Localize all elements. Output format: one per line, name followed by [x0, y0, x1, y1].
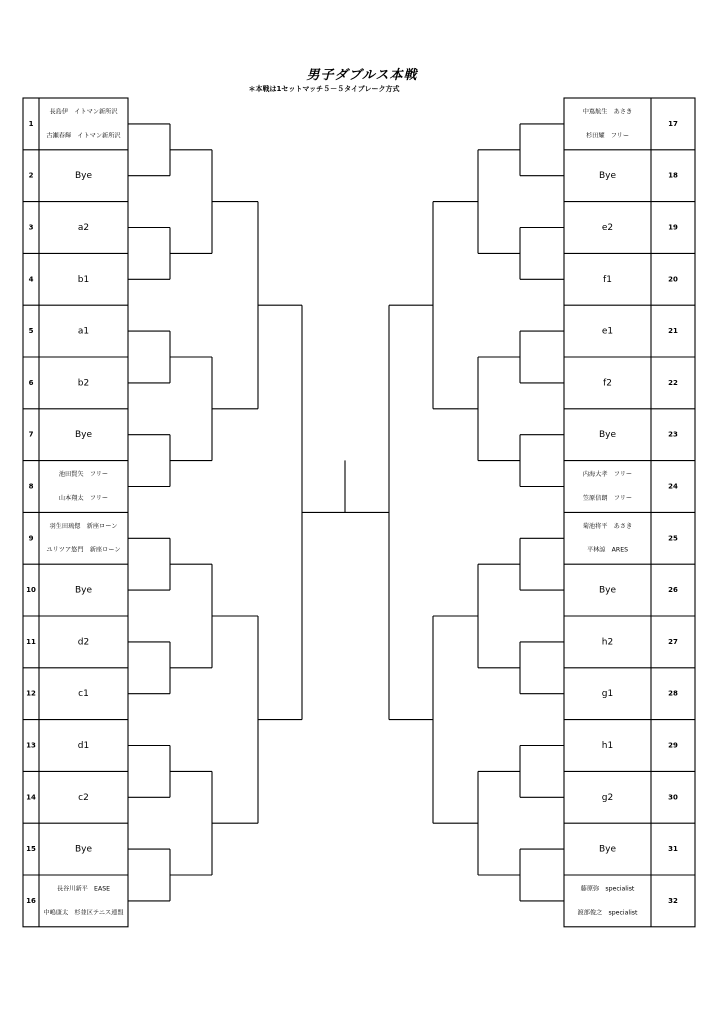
right-player-name: 平林諒 ARES	[586, 546, 629, 554]
right-entry-name: Bye	[598, 430, 617, 441]
right-entry-name: g1	[601, 689, 614, 700]
page-title: 男子ダブルス本戦	[306, 68, 418, 83]
right-seed-number: 22	[668, 378, 678, 387]
left-seed-number: 9	[28, 534, 34, 543]
left-entry-name: b2	[77, 378, 90, 389]
right-entry-name: h2	[601, 637, 614, 648]
left-seed-number: 3	[28, 223, 34, 232]
left-entry-name: d1	[77, 741, 90, 751]
left-player-name: 羽生田琉偲 新座ローン	[49, 522, 118, 530]
right-entry-name: e1	[601, 326, 614, 337]
left-entry-name: Bye	[74, 171, 93, 182]
left-player-name: 長谷川新平 EASE	[56, 885, 111, 893]
left-seed-number: 16	[26, 896, 36, 905]
left-entry-name: Bye	[74, 430, 93, 441]
left-seed-number: 10	[26, 586, 36, 595]
left-seed-number: 11	[26, 637, 36, 646]
left-seed-number: 2	[28, 171, 34, 180]
left-seed-number: 6	[28, 378, 34, 387]
left-entry-name: c1	[78, 689, 89, 700]
left-player-name: ユリツア悠門 新座ローン	[46, 546, 121, 554]
left-entry-name: a1	[77, 326, 90, 337]
right-entry-name: Bye	[598, 171, 617, 182]
right-seed-number: 31	[668, 845, 678, 854]
right-seed-number: 29	[668, 741, 678, 750]
left-player-name: 山本翔太 フリー	[58, 494, 109, 502]
right-entry-name: f2	[603, 378, 612, 389]
right-seed-number: 27	[668, 637, 678, 646]
page-subtitle: ＊本戦は1セットマッチ５－５タイブレーク方式	[248, 85, 400, 93]
left-player-name: 池田賢矢 フリー	[58, 471, 109, 479]
left-player-name: 中嶋康太 杉並区テニス連盟	[43, 909, 124, 917]
left-seed-number: 13	[26, 741, 36, 750]
right-player-name: 笠原信朗 フリー	[582, 494, 633, 502]
left-seed-number: 14	[26, 793, 36, 802]
right-player-name: 渡部俊之 specialist	[577, 909, 638, 917]
left-entry-name: b1	[77, 274, 90, 285]
left-seed-number: 8	[28, 482, 34, 491]
left-seed-number: 4	[28, 275, 34, 284]
right-entry-name: Bye	[598, 585, 617, 596]
right-seed-number: 19	[668, 223, 678, 232]
right-entry-name: Bye	[598, 844, 617, 855]
right-seed-number: 32	[668, 896, 678, 905]
right-player-name: 菊池将平 あさき	[582, 522, 633, 530]
right-seed-number: 20	[668, 275, 678, 284]
left-seed-number: 7	[28, 430, 34, 439]
right-entry-name: f1	[603, 274, 612, 285]
right-seed-number: 21	[668, 327, 678, 336]
right-seed-number: 23	[668, 430, 678, 439]
left-entry-name: c2	[78, 792, 89, 803]
left-entry-name: Bye	[74, 585, 93, 596]
right-seed-number: 25	[668, 534, 678, 543]
right-seed-number: 28	[668, 689, 678, 698]
right-player-name: 内海大孝 フリー	[582, 471, 633, 479]
right-player-name: 藤原弥 specialist	[580, 885, 635, 893]
right-entry-name: h1	[601, 741, 614, 751]
right-player-name: 中嶌航生 あさき	[582, 108, 633, 116]
left-seed-number: 1	[28, 119, 34, 128]
left-entry-name: a2	[77, 223, 90, 233]
left-seed-number: 5	[28, 327, 34, 336]
right-seed-number: 18	[668, 171, 678, 180]
right-entry-name: e2	[601, 223, 614, 233]
left-entry-name: Bye	[74, 844, 93, 855]
left-seed-number: 15	[26, 845, 36, 854]
left-player-name: 古瀬春輝 イトマン新所沢	[46, 132, 121, 140]
right-entry-name: g2	[601, 792, 614, 803]
left-player-name: 長島伊 イトマン新所沢	[49, 108, 118, 116]
right-seed-number: 26	[668, 586, 678, 595]
left-entry-name: d2	[77, 637, 90, 648]
left-seed-number: 12	[26, 689, 36, 698]
right-player-name: 杉田耀 フリー	[585, 132, 630, 140]
right-seed-number: 24	[668, 482, 678, 491]
right-seed-number: 30	[668, 793, 678, 802]
right-seed-number: 17	[668, 119, 678, 128]
